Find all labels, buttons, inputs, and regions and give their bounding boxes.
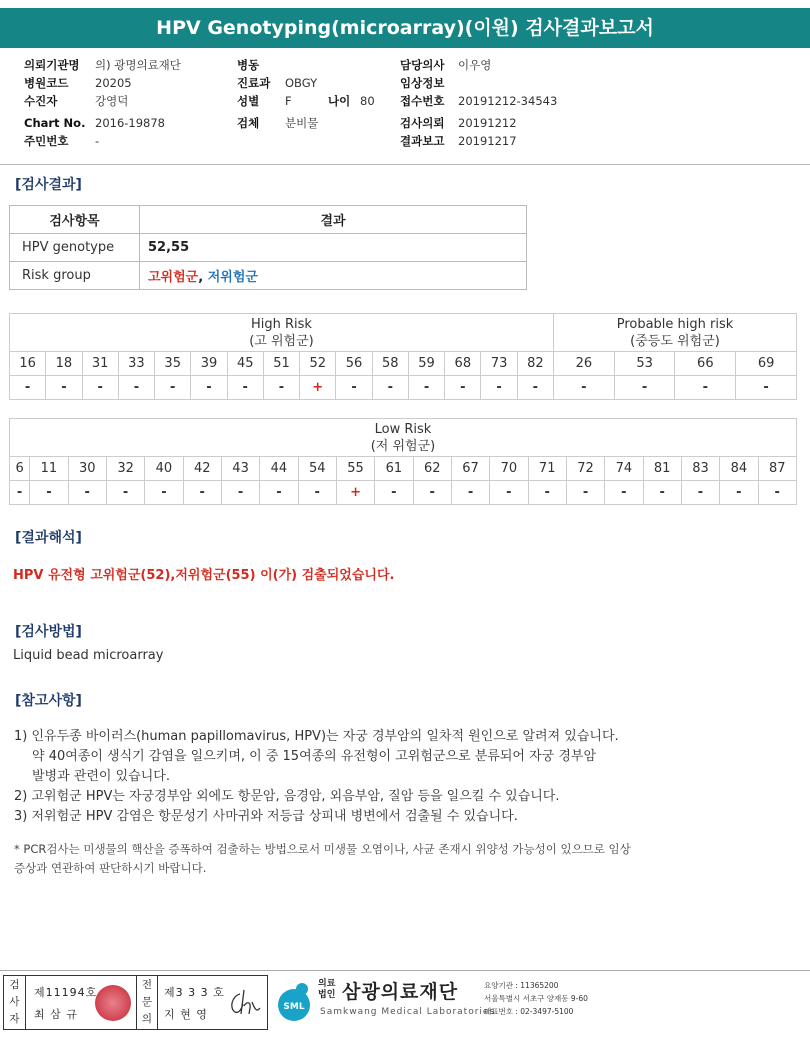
- hospital-code-value: 20205: [95, 76, 132, 90]
- low-risk-type-cell: 32: [106, 457, 144, 481]
- lab-english-name: Samkwang Medical Laboratories: [320, 1007, 496, 1017]
- age-label: 나이: [328, 94, 351, 108]
- low-risk-result-cell: -: [490, 481, 528, 505]
- high-risk-result-cell: -: [155, 376, 191, 400]
- low-risk-header-en: Low Risk: [374, 421, 432, 437]
- sex-value: F: [285, 94, 292, 108]
- low-risk-type-cell: 44: [260, 457, 298, 481]
- low-risk-header: [10, 419, 797, 457]
- high-risk-type-cell: 58: [372, 352, 408, 376]
- high-risk-result-cell: -: [481, 376, 517, 400]
- high-risk-type-cell: 51: [263, 352, 299, 376]
- sml-logo-icon: [272, 979, 316, 1023]
- report-label: 결과보고: [400, 134, 445, 148]
- institution-value: 의) 광명의료재단: [95, 58, 181, 72]
- low-risk-result-cell: -: [451, 481, 489, 505]
- low-risk-result-cell: -: [413, 481, 451, 505]
- low-risk-type-cell: 61: [375, 457, 413, 481]
- sml-text: SML: [283, 1002, 305, 1012]
- high-risk-result-cell: -: [372, 376, 408, 400]
- lab-contact: [484, 979, 588, 1018]
- high-risk-result-cell: -: [408, 376, 444, 400]
- note-1-cont: 약 40여종이 생식기 감염을 일으키며, 이 중 15여종의 유전형이 고위험군으로 분류되어 자궁 경부암: [32, 749, 597, 764]
- low-risk-result-cell: -: [375, 481, 413, 505]
- probable-risk-header: [553, 314, 796, 352]
- low-risk-type-cell: 70: [490, 457, 528, 481]
- low-risk-result-cell: -: [720, 481, 758, 505]
- specialist-name: 지 현 영: [164, 1008, 208, 1021]
- high-risk-results-row: [10, 376, 797, 400]
- seal-stamp-icon: [95, 985, 131, 1021]
- low-risk-type-cell: 54: [298, 457, 336, 481]
- high-risk-type-cell: 59: [408, 352, 444, 376]
- receipt-value: 20191212-34543: [458, 94, 558, 108]
- high-risk-result-cell: -: [445, 376, 481, 400]
- lab-logo: [272, 977, 592, 1027]
- low-risk-result-cell: -: [758, 481, 797, 505]
- notes-list: [14, 727, 804, 827]
- note-3: 3) 저위험군 HPV 감염은 항문성기 사마귀와 저등급 상피내 병변에서 검출될 수 있습니다.: [14, 809, 518, 824]
- report-title: HPV Genotyping(microarray)(이원) 검사결과보고서: [0, 8, 810, 48]
- low-risk-type-cell: 87: [758, 457, 797, 481]
- section-title-notes: [참고사항]: [15, 693, 82, 709]
- result-item: HPV genotype: [10, 234, 140, 262]
- specialist-license: 제3 3 3 호: [164, 986, 225, 999]
- result-value: [140, 262, 527, 290]
- high-risk-result-cell: -: [517, 376, 553, 400]
- low-risk-result-cell: -: [605, 481, 643, 505]
- high-risk-type-cell: 53: [614, 352, 675, 376]
- signature-box: [3, 975, 268, 1030]
- resident-label: 주민번호: [24, 134, 69, 148]
- dept-label: 진료과: [237, 76, 271, 90]
- doctor-value: 이우영: [458, 58, 492, 72]
- low-risk-result-cell: -: [566, 481, 604, 505]
- report-value: 20191217: [458, 134, 517, 148]
- high-risk-result-cell: -: [191, 376, 227, 400]
- high-risk-type-cell: 82: [517, 352, 553, 376]
- high-risk-type-cell: 45: [227, 352, 263, 376]
- probable-risk-header-en: Probable high risk: [616, 316, 734, 332]
- high-risk-type-cell: 18: [46, 352, 82, 376]
- examiner-label: [4, 976, 26, 1029]
- high-risk-type-cell: 52: [300, 352, 336, 376]
- interpretation-text: HPV 유전형 고위험군(52),저위험군(55) 이(가) 검출되었습니다.: [13, 568, 395, 583]
- method-text: Liquid bead microarray: [13, 648, 164, 663]
- low-risk-type-cell: 74: [605, 457, 643, 481]
- examiner-label-text: 검 사 자: [9, 979, 20, 1025]
- low-risk-header-ko: (저 위험군): [370, 438, 436, 454]
- low-risk-type-cell: 42: [183, 457, 221, 481]
- section-title-method: [검사방법]: [15, 624, 82, 640]
- result-header-result: 결과: [140, 206, 527, 234]
- low-risk-type-cell: 71: [528, 457, 566, 481]
- result-value: 52,55: [140, 234, 527, 262]
- lab-code: 요양기관 : 11365200: [484, 981, 559, 990]
- high-risk-header: [10, 314, 554, 352]
- high-risk-result-cell: -: [736, 376, 797, 400]
- specimen-label: 검체: [237, 116, 260, 130]
- high-risk-header-ko: (고 위험군): [249, 333, 314, 349]
- high-risk-result-cell: -: [614, 376, 675, 400]
- chart-label: Chart No.: [24, 116, 86, 130]
- high-risk-type-cell: 39: [191, 352, 227, 376]
- lab-address: 서울특별시 서초구 양재동 9-60: [484, 994, 588, 1003]
- high-risk-result-cell: -: [46, 376, 82, 400]
- low-risk-result-cell: -: [681, 481, 719, 505]
- patient-label: 수진자: [24, 94, 58, 108]
- result-table: [9, 205, 527, 290]
- high-risk-result-cell: +: [300, 376, 336, 400]
- low-risk-results-row: [10, 481, 797, 505]
- high-risk-type-cell: 73: [481, 352, 517, 376]
- high-risk-result-cell: -: [675, 376, 736, 400]
- high-risk-type-cell: 66: [675, 352, 736, 376]
- low-risk-type-cell: 62: [413, 457, 451, 481]
- low-risk-result-cell: -: [221, 481, 259, 505]
- high-risk-type-cell: 26: [553, 352, 614, 376]
- examiner-name: 최 삼 규: [34, 1008, 78, 1021]
- probable-risk-header-ko: (중등도 위험군): [630, 333, 720, 349]
- note-2: 2) 고위험군 HPV는 자궁경부암 외에도 항문암, 음경암, 외음부암, 질암 등을 일으킬 수 있습니다.: [14, 789, 560, 804]
- section-title-result: [검사결과]: [15, 177, 82, 193]
- low-risk-type-cell: 84: [720, 457, 758, 481]
- low-risk-type-cell: 83: [681, 457, 719, 481]
- result-row-genotype: [10, 234, 527, 262]
- high-risk-result-cell: -: [82, 376, 118, 400]
- chart-value: 2016-19878: [95, 116, 165, 130]
- low-risk-type-cell: 81: [643, 457, 681, 481]
- lab-phone: 대표번호 : 02-3497-5100: [484, 1007, 574, 1016]
- patient-value: 강영덕: [95, 94, 129, 108]
- low-risk-group-text: 저위험군: [207, 270, 258, 285]
- low-risk-type-cell: 11: [30, 457, 68, 481]
- high-risk-header-en: High Risk: [251, 316, 312, 332]
- low-risk-result-cell: -: [183, 481, 221, 505]
- high-risk-result-cell: -: [336, 376, 372, 400]
- low-risk-result-cell: -: [643, 481, 681, 505]
- footnote-line: * PCR검사는 미생물의 핵산을 증폭하여 검출하는 방법으로서 미생물 오염이나, 사균 존재시 위양성 가능성이 있으므로 임상: [14, 842, 631, 856]
- patient-info: [0, 52, 810, 165]
- handwritten-signature-icon: [226, 986, 262, 1020]
- footnote: [14, 840, 804, 878]
- high-risk-result-cell: -: [10, 376, 46, 400]
- dept-value: OBGY: [285, 76, 318, 90]
- doctor-label: 담당의사: [400, 58, 445, 72]
- sex-label: 성별: [237, 94, 260, 108]
- low-risk-type-cell: 6: [10, 457, 30, 481]
- low-risk-type-cell: 43: [221, 457, 259, 481]
- receipt-label: 접수번호: [400, 94, 445, 108]
- hospital-code-label: 병원코드: [24, 76, 69, 90]
- low-risk-result-cell: -: [260, 481, 298, 505]
- result-row-risk-group: [10, 262, 527, 290]
- low-risk-genotype-table: [9, 418, 797, 505]
- high-risk-group-text: 고위험군: [148, 270, 199, 285]
- low-risk-result-cell: +: [336, 481, 374, 505]
- resident-value: -: [95, 134, 100, 148]
- low-risk-type-cell: 55: [336, 457, 374, 481]
- high-risk-genotype-table: [9, 313, 797, 400]
- low-risk-type-cell: 67: [451, 457, 489, 481]
- clinical-label: 임상정보: [400, 76, 445, 90]
- low-risk-result-cell: -: [528, 481, 566, 505]
- low-risk-type-cell: 40: [145, 457, 183, 481]
- specialist-label: [136, 976, 158, 1029]
- note-1-cont: 발병과 관련이 있습니다.: [32, 769, 170, 784]
- ward-label: 병동: [237, 58, 260, 72]
- specimen-value: 분비물: [285, 116, 319, 130]
- high-risk-result-cell: -: [263, 376, 299, 400]
- low-risk-result-cell: -: [145, 481, 183, 505]
- high-risk-type-cell: 35: [155, 352, 191, 376]
- low-risk-result-cell: -: [106, 481, 144, 505]
- request-value: 20191212: [458, 116, 517, 130]
- section-title-interpretation: [결과해석]: [15, 530, 82, 546]
- note-1: 1) 인유두종 바이러스(human papillomavirus, HPV)는 자궁 경부암의 일차적 원인으로 알려져 있습니다.: [14, 729, 619, 744]
- high-risk-type-cell: 56: [336, 352, 372, 376]
- specialist-label-text: 전 문 의: [141, 979, 153, 1025]
- high-risk-type-cell: 33: [118, 352, 154, 376]
- low-risk-type-cell: 30: [68, 457, 106, 481]
- high-risk-result-cell: -: [118, 376, 154, 400]
- footer-divider: [0, 970, 810, 971]
- examiner-license: 제11194호: [34, 986, 98, 999]
- low-risk-result-cell: -: [68, 481, 106, 505]
- footnote-line: 증상과 연관하여 판단하시기 바랍니다.: [14, 861, 207, 875]
- low-risk-type-cell: 72: [566, 457, 604, 481]
- high-risk-type-cell: 16: [10, 352, 46, 376]
- high-risk-result-cell: -: [553, 376, 614, 400]
- high-risk-type-cell: 31: [82, 352, 118, 376]
- institution-label: 의뢰기관명: [24, 58, 80, 72]
- request-label: 검사의뢰: [400, 116, 445, 130]
- lab-category: 의료 법인: [318, 979, 336, 1000]
- high-risk-types-row: [10, 352, 797, 376]
- high-risk-type-cell: 68: [445, 352, 481, 376]
- low-risk-result-cell: -: [10, 481, 30, 505]
- low-risk-result-cell: -: [30, 481, 68, 505]
- age-value: 80: [360, 94, 375, 108]
- result-header-item: 검사항목: [10, 206, 140, 234]
- lab-name: 삼광의료재단: [342, 981, 459, 1003]
- low-risk-types-row: [10, 457, 797, 481]
- result-item: Risk group: [10, 262, 140, 290]
- low-risk-result-cell: -: [298, 481, 336, 505]
- risk-separator: ,: [198, 270, 208, 285]
- high-risk-result-cell: -: [227, 376, 263, 400]
- high-risk-type-cell: 69: [736, 352, 797, 376]
